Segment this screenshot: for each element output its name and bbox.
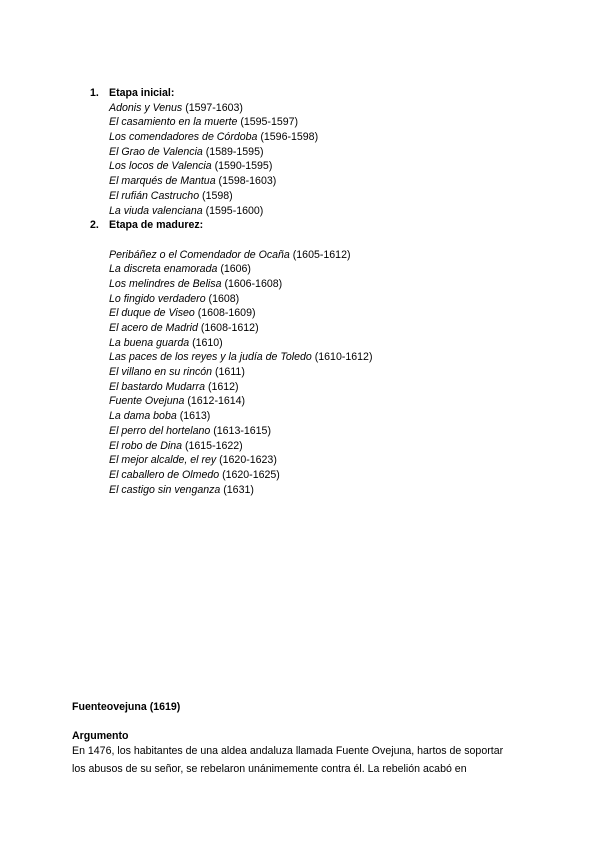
work-title: Los melindres de Belisa [109, 277, 222, 290]
work-item [109, 424, 372, 439]
work-title: La viuda valenciana [109, 204, 203, 217]
work-item [109, 262, 372, 277]
work-years: (1610) [192, 336, 223, 349]
work-title: La buena guarda [109, 336, 190, 349]
works-list [92, 248, 372, 498]
work-item [109, 380, 372, 395]
work-years: (1595-1600) [205, 204, 264, 217]
work-title: Los locos de Valencia [109, 160, 212, 173]
work-years: (1613) [179, 410, 211, 423]
work-item [109, 174, 372, 189]
work-item [109, 394, 372, 409]
work-years: (1631) [223, 483, 254, 496]
work-title: El caballero de Olmedo [109, 468, 220, 481]
work-years: (1589-1595) [205, 145, 264, 158]
work-title: El casamiento en la muerte [109, 116, 238, 129]
work-title: Lo fingido verdadero [109, 292, 206, 305]
stage-heading [92, 86, 372, 101]
work-item [109, 101, 372, 116]
work-years: (1605-1612) [292, 248, 351, 261]
work-title: El castigo sin venganza [109, 483, 221, 496]
work-title: Peribáñez o el Comendador de Ocaña [109, 248, 290, 261]
work-item [109, 483, 372, 498]
work-years: (1598-1603) [218, 175, 277, 188]
work-item [109, 453, 372, 468]
work-item [109, 365, 372, 380]
work-years: (1608-1612) [200, 322, 259, 334]
stage-heading [92, 218, 372, 233]
work-item [109, 189, 372, 204]
work-item [109, 468, 372, 483]
work-item [109, 204, 372, 219]
work-title: El mejor alcalde, el rey [109, 454, 217, 467]
work-title: El rufián Castrucho [109, 189, 200, 202]
work-title: Las paces de los reyes y la judía de Toledo [109, 351, 312, 364]
work-title: El villano en su rincón [109, 366, 213, 379]
work-years: (1597-1603) [185, 101, 243, 114]
work-years: (1590-1595) [214, 160, 273, 173]
play-title: Fuenteovejuna (1619) [72, 701, 181, 713]
work-years: (1612-1614) [187, 395, 246, 408]
work-years: (1610-1612) [314, 351, 373, 364]
argument-heading: Argumento [72, 729, 129, 742]
stage-initial [92, 86, 372, 218]
work-years: (1613-1615) [213, 424, 271, 437]
work-title: El Grao de Valencia [109, 145, 203, 158]
work-years: (1612) [207, 380, 239, 393]
work-title: La discreta enamorada [109, 263, 218, 276]
play-section [72, 700, 542, 778]
work-item [109, 130, 372, 145]
work-item [109, 277, 372, 292]
works-list [92, 101, 372, 219]
stage-label: Etapa de madurez: [109, 219, 204, 232]
work-title: La dama boba [109, 410, 177, 423]
work-years: (1595-1597) [240, 116, 299, 129]
stages-list [92, 86, 372, 497]
work-years: (1608) [208, 292, 240, 305]
work-years: (1596-1598) [260, 131, 319, 144]
stage-number: 2. [90, 219, 99, 232]
work-item [109, 115, 372, 130]
work-years: (1606-1608) [224, 277, 283, 290]
work-item [109, 159, 372, 174]
work-title: El acero de Madrid [109, 322, 198, 334]
work-item [109, 336, 372, 351]
argument-line: En 1476, los habitantes de una aldea andaluza llamada Fuente Ovejuna, hartos de soportar [72, 745, 504, 758]
work-item [109, 248, 372, 263]
work-title: El marqués de Mantua [109, 175, 216, 188]
work-item [109, 321, 372, 336]
work-years: (1620-1625) [222, 468, 280, 481]
work-years: (1608-1609) [197, 307, 256, 320]
work-title: Los comendadores de Córdoba [109, 131, 258, 144]
work-title: Adonis y Venus [109, 101, 183, 114]
work-title: El bastardo Mudarra [109, 380, 205, 393]
argument-line: los abusos de su señor, se rebelaron unánimemente contra él. La rebelión acabó en [72, 762, 467, 775]
work-years: (1615-1622) [184, 439, 243, 452]
work-title: El duque de Viseo [109, 307, 195, 320]
stage-label: Etapa inicial: [109, 87, 175, 99]
stage-number: 1. [90, 87, 99, 99]
work-item [109, 350, 372, 365]
work-title: Fuente Ovejuna [109, 395, 185, 408]
stage-maturity [92, 218, 372, 497]
work-years: (1620-1623) [219, 454, 277, 467]
work-years: (1606) [220, 263, 251, 276]
work-years: (1611) [215, 366, 245, 379]
work-item [109, 292, 372, 307]
work-title: El perro del hortelano [109, 424, 211, 437]
work-item [109, 145, 372, 160]
work-years: (1598) [202, 189, 233, 202]
blank-line [92, 233, 372, 248]
work-item [109, 439, 372, 454]
work-title: El robo de Dina [109, 439, 183, 452]
work-item [109, 409, 372, 424]
work-item [109, 306, 372, 321]
